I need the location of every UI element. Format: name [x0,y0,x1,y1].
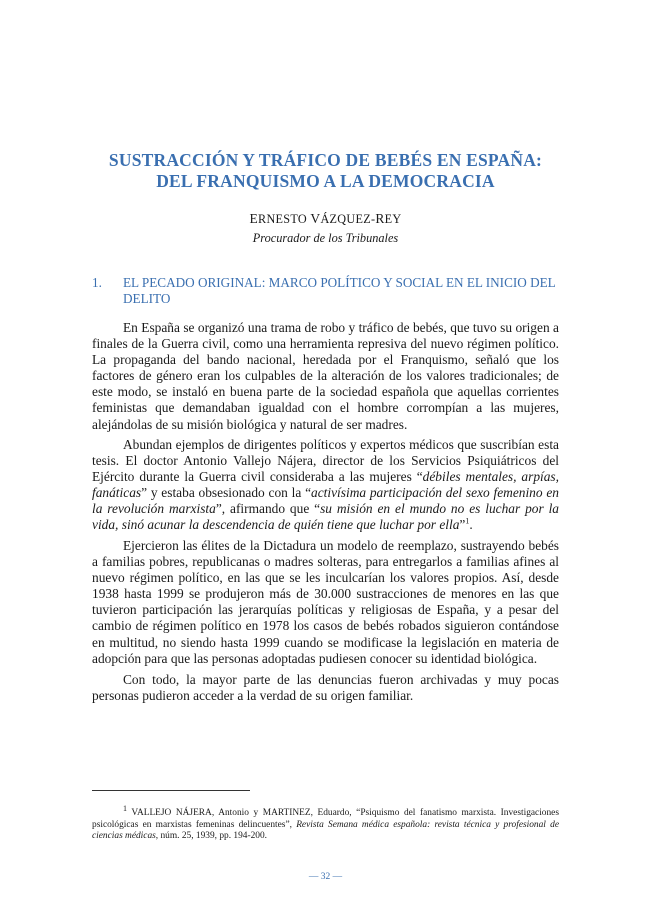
p2-text-5: . [469,517,473,533]
author-last2-initial: R [375,211,385,226]
p2-text-1: Abundan ejemplos de dirigentes políticos y expertos médicos que suscribían esta tesis. El doctor Antonio Vallejo Nájera, director de los Servicios Psiquiátricos del Ejército durante la Guerra civil consideraba a las mujeres “ [92,437,559,485]
p2-text-2: ” y estaba obsesionado con la “ [141,485,312,501]
footnote-reference[interactable]: 1 [465,517,470,526]
author-last2-rest: EY [384,212,402,226]
author-last-rest: ÁZQUEZ- [320,212,376,226]
section-number: 1. [92,275,102,290]
p2-text-3: ”, afirmando que “ [215,501,321,517]
footnote-1 [92,803,559,843]
author-name [92,211,559,227]
section-heading [92,275,559,307]
footnote-journal: Revista Semana médica española: revista técnica y profesional de ciencias médicas [92,819,559,842]
author-first-initial: E [249,211,259,226]
footnote-separator [92,790,250,791]
body-paragraph-4: Con todo, la mayor parte de las denuncias fueron archivadas y muy pocas personas pudieron acceder a la verdad de su origen familiar. [92,672,559,704]
body-paragraph-3: Ejercieron las élites de la Dictadura un modelo de reemplazo, sustrayendo bebés a familias pobres, republicanas o madres solteras, para entregarlos a familias afines al nuevo régimen político, en las que se les inculcarían los valores propios. Así, desde 1938 hasta 1999 se produjeron más de 30.000 sustracciones de menores en las que tuvieron participación las jerarquías políticas y religiosas de España, y a pesar del cambio de régimen político en 1978 los casos de bebés robados siguieron contándose en multitud, no siendo hasta 1999 cuando se modificase la legislación en materia de adopción para que las personas adoptadas pudiesen conocer su identidad biológica. [92,538,559,666]
p2-quote-2: activísima participación del sexo femenino en la revolución marxista [92,485,559,517]
footnote-text-2: , núm. 25, 1939, pp. 194-200. [155,831,267,842]
footnote-text-1: VALLEJO NÁJERA, Antonio y MARTINEZ, Eduardo, “Psiquismo del fanatismo marxista. Investigaciones psicológicas en marxistas femeninas delincuentes”, [92,808,559,830]
author-last-initial: V [310,211,321,226]
section-title: EL PECADO ORIGINAL: MARCO POLÍTICO Y SOCIAL EN EL INICIO DEL DELITO [123,275,556,306]
body-paragraph-2 [92,437,559,534]
body-paragraph-1: En España se organizó una trama de robo y tráfico de bebés, que tuvo su origen a finales de la Guerra civil, como una herramienta represiva del nuevo régimen político. La propaganda del bando nacional, heredada por el Franquismo, señaló que los factores de género eran los culpables de la alteración de los valores tradicionales; de este modo, se instaló en buena parte de la sociedad española que aquellas corrientes feministas que demandaban igualdad con el hombre corrompían a las mujeres, alejándolas de su misión biológica y natural de ser madres. [92,320,559,432]
author-first-rest: RNESTO [258,212,308,226]
p2-quote-3: su misión en el mundo no es luchar por la vida, sinó acunar la descendencia de quién tiene que luchar por ella [92,501,559,533]
p2-quote-1: débiles mentales, arpías, fanáticas [92,469,559,501]
article-title: SUSTRACCIÓN Y TRÁFICO DE BEBÉS EN ESPAÑA: DEL FRANQUISMO A LA DEMOCRACIA [108,150,543,191]
p2-text-4: ” [459,517,466,533]
page-number: — 32 — [308,872,343,882]
author-affiliation: Procurador de los Tribunales [252,231,399,245]
footnote-mark: 1 [123,803,127,813]
